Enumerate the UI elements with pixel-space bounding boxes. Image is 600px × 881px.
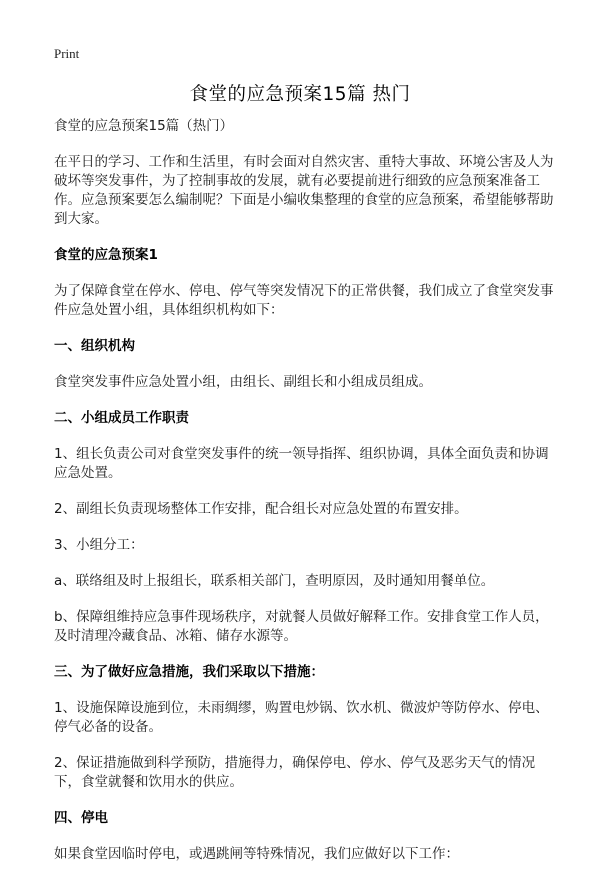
organization-paragraph: 食堂突发事件应急处置小组，由组长、副组长和小组成员组成。	[54, 374, 432, 390]
duty-paragraph-2: 2、副组长负责现场整体工作安排，配合组长对应急处置的布置安排。	[54, 501, 468, 517]
duty-paragraph-b: b、保障组维持应急事件现场秩序，对就餐人员做好解释工作。安排食堂工作人员，及时清理冷藏食品、冰箱、储存水源等。	[54, 609, 549, 644]
heading-power-outage: 四、停电	[54, 810, 108, 826]
power-outage-paragraph: 如果食堂因临时停电，或遇跳闸等特殊情况，我们应做好以下工作：	[54, 846, 459, 862]
page-title: 食堂的应急预案15篇 热门	[189, 84, 411, 105]
heading-duties: 二、小组成员工作职责	[54, 410, 189, 426]
section-1-intro-paragraph: 为了保障食堂在停水、停电、停气等突发情况下的正常供餐，我们成立了食堂突发事件应急处置小组，具体组织机构如下：	[54, 283, 554, 318]
measure-paragraph-1: 1、设施保障设施到位，未雨绸缪，购置电炒锅、饮水机、微波炉等防停水、停电、停气必备的设备。	[54, 700, 549, 735]
print-label[interactable]: Print	[54, 46, 80, 61]
heading-measures: 三、为了做好应急措施，我们采取以下措施：	[54, 664, 324, 680]
document-subtitle: 食堂的应急预案15篇（热门）	[54, 118, 234, 134]
duty-paragraph-1: 1、组长负责公司对食堂突发事件的统一领导指挥、组织协调，具体全面负责和协调应急处置。	[54, 446, 549, 481]
duty-paragraph-3: 3、小组分工：	[54, 537, 144, 553]
measure-paragraph-2: 2、保证措施做到科学预防，措施得力，确保停电、停水、停气及恶劣天气的情况下，食堂就餐和饮用水的供应。	[54, 755, 536, 790]
section-heading-plan-1: 食堂的应急预案1	[54, 247, 158, 263]
document-body	[54, 117, 554, 881]
duty-paragraph-a: a、联络组及时上报组长，联系相关部门，查明原因，及时通知用餐单位。	[54, 573, 495, 589]
intro-paragraph: 在平日的学习、工作和生活里，有时会面对自然灾害、重特大事故、环境公害及人为破坏等突发事件，为了控制事故的发展，就有必要提前进行细致的应急预案准备工作。应急预案要怎么编制呢？下面是小编收集整理的食堂的应急预案，希望能够帮助到大家。	[54, 154, 554, 227]
heading-organization: 一、组织机构	[54, 338, 135, 354]
